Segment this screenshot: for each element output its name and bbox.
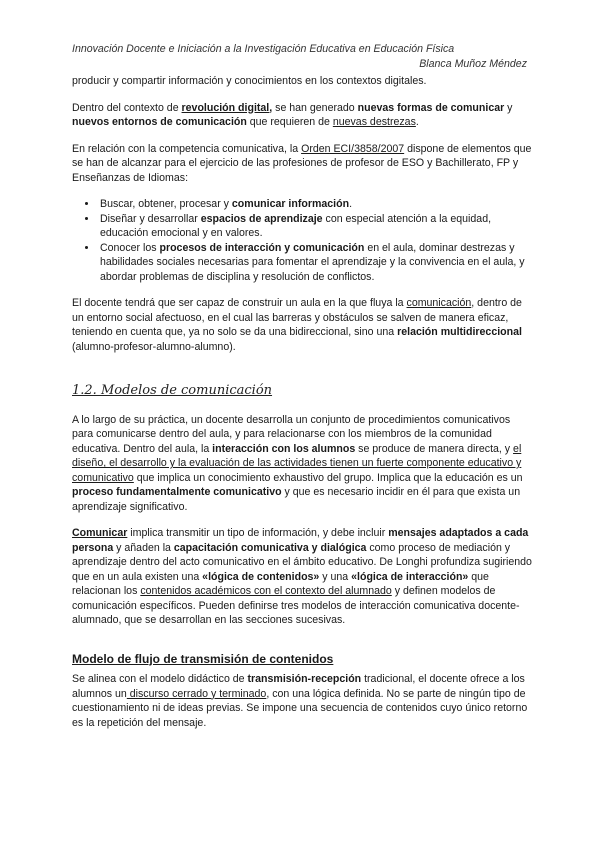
section-heading: 1.2. Modelos de comunicación: [72, 383, 273, 398]
subsection-heading: Modelo de flujo de transmisión de contenidos: [72, 651, 334, 666]
paragraph-3: El docente tendrá que ser capaz de construir un aula en la que fluya la comunicación, dentro de un entorno social afectuoso, en el cual las barreras y obstáculos se salven de manera eficaz, teniendo en cuenta que, ya no solo se da una bidireccional, sino una relación multidireccional (alumno-profesor-alumno-alumno).: [72, 297, 522, 353]
list-item: • Diseñar y desarrollar espacios de aprendizaje con especial atención a la equidad, educación emocional y en valores.: [98, 212, 532, 241]
paragraph-4: A lo largo de su práctica, un docente desarrolla un conjunto de procedimientos comunicativos para comunicarse dentro del aula, y para relacionarse con los miembros de la comunidad educativa. Dentro del aula, la interacción con los alumnos se produce de manera directa, y el diseño, el desarrollo y la evaluación de las actividades tienen un fuerte componente educativo y comunicativo que implica un conocimiento exhaustivo del grupo. Implica que la educación es un proceso fundamentalmente comunicativo y que es necesario incidir en él para que exista un aprendizaje significativo.: [72, 413, 523, 513]
list-item: • Conocer los procesos de interacción y comunicación en el aula, dominar destrezas y habilidades sociales necesarias para fomentar el aprendizaje y la convivencia en el aula, y abordar problemas de disciplina y resolución de conflictos.: [98, 241, 532, 285]
paragraph-2: En relación con la competencia comunicativa, la Orden ECI/3858/2007 dispone de elementos que se han de alcanzar para el ejercicio de las profesiones de profesor de ESO y Bachillerato, FP y Enseñanzas de Idiomas:: [72, 142, 532, 184]
paragraph-1: Dentro del contexto de revolución digital, se han generado nuevas formas de comunicar y nuevos entornos de comunicación que requieren de nuevas destrezas.: [72, 101, 513, 128]
header-author: Blanca Muñoz Méndez: [419, 58, 527, 70]
paragraph-5: Comunicar implica transmitir un tipo de información, y debe incluir mensajes adaptados a cada persona y añaden la capacitación comunicativa y dialógica como proceso de mediación y aprendizaje dentro del acto comunicativo en el ámbito educativo. De Longhi profundiza sugiriendo que en un aula existen una «lógica de contenidos» y una «lógica de interacción» que relacionan los contenidos académicos con el contexto del alumnado y definen modelos de comunicación específicos. Pueden definirse tres modelos de interacción comunicativa docente-alumnado, que se desarrollan en las secciones sucesivas.: [72, 527, 532, 626]
paragraph-0: producir y compartir información y conocimientos en los contextos digitales.: [72, 75, 427, 87]
header-title: Innovación Docente e Iniciación a la Investigación Educativa en Educación Física: [72, 43, 455, 55]
paragraph-6: Se alinea con el modelo didáctico de transmisión-recepción tradicional, el docente ofrece a los alumnos un discurso cerrado y terminado, con una lógica definida. No se parte de ningún tipo de cuestionamiento ni de ideas previas. Se impone una secuencia de contenidos cuyo único retorno es la repetición del mensaje.: [72, 673, 528, 729]
orden-link: Orden ECI/3858/2007: [301, 142, 405, 155]
list-item: • Buscar, obtener, procesar y comunicar información.: [98, 197, 532, 212]
document-body: [72, 74, 532, 742]
bullet-list: [72, 197, 532, 284]
